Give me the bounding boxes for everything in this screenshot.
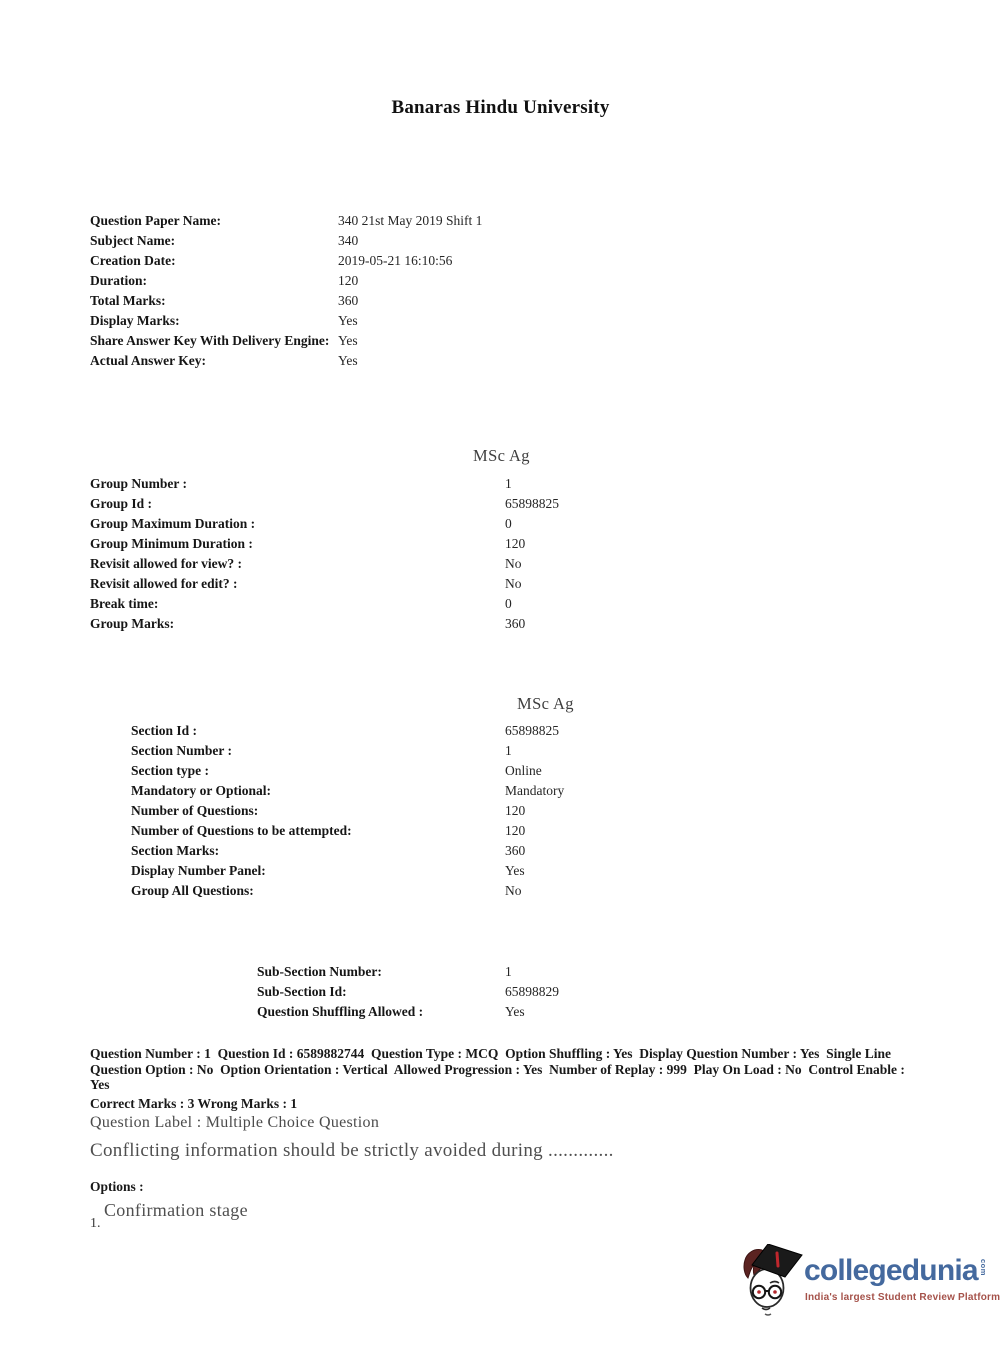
info-row (90, 311, 655, 331)
collegedunia-mascot-icon (740, 1244, 804, 1316)
info-label: Question Shuffling Allowed : (257, 1004, 424, 1019)
info-label: Section Marks: (131, 843, 220, 858)
info-label: Creation Date: (90, 253, 176, 268)
info-label: Share Answer Key With Delivery Engine: (90, 333, 330, 348)
question-label: Question Label : Multiple Choice Question (90, 1114, 380, 1131)
paper-info-block (90, 211, 655, 371)
info-row (90, 594, 710, 614)
section-heading: MSc Ag (517, 694, 574, 713)
option-text: Confirmation stage (104, 1200, 248, 1220)
info-label: Sub-Section Number: (257, 964, 382, 979)
info-label: Section Id : (131, 723, 198, 738)
collegedunia-tagline: India's largest Student Review Platform (805, 1292, 1001, 1303)
info-label: Question Paper Name: (90, 213, 221, 228)
info-value: Yes (338, 353, 358, 368)
info-label: Sub-Section Id: (257, 984, 347, 999)
info-label: Duration: (90, 273, 147, 288)
group-info-block (90, 474, 710, 634)
info-value: Online (505, 763, 542, 778)
info-row (90, 211, 655, 231)
info-value: 65898825 (505, 723, 559, 738)
info-value: 120 (338, 273, 359, 288)
question-metadata: Question Number : 1 Question Id : 6589882744 Question Type : MCQ Option Shuffling : Yes Display Question Number : Yes Single Line Question Option : No Option Orientation : Vertical Allowed Progression : Yes Number of Replay : 999 Play On Load : No Control Enable : Yes (90, 1046, 908, 1092)
page-title: Banaras Hindu University (391, 97, 610, 118)
info-row (131, 761, 711, 781)
info-value: Yes (505, 863, 525, 878)
info-label: Break time: (90, 596, 159, 611)
info-row (90, 554, 710, 574)
info-label: Display Marks: (90, 313, 180, 328)
info-label: Section type : (131, 763, 209, 778)
info-row (90, 231, 655, 251)
info-row (90, 534, 710, 554)
info-row (131, 801, 711, 821)
collegedunia-wordmark: collegedunia (804, 1254, 978, 1287)
info-label: Section Number : (131, 743, 232, 758)
info-row (90, 271, 655, 291)
info-value: No (505, 883, 522, 898)
info-value: No (505, 556, 522, 571)
info-label: Actual Answer Key: (90, 353, 206, 368)
options-heading: Options : (90, 1179, 144, 1194)
info-value: 340 (338, 233, 359, 248)
info-row (90, 494, 710, 514)
option-number: 1. (90, 1216, 101, 1231)
group-heading: MSc Ag (473, 446, 530, 465)
info-row (131, 741, 711, 761)
info-label: Total Marks: (90, 293, 166, 308)
info-label: Group Number : (90, 476, 188, 491)
info-value: 120 (505, 823, 526, 838)
info-value: 1 (505, 476, 512, 491)
question-text: Conflicting information should be strictly avoided during ............. (90, 1140, 614, 1161)
info-row (90, 614, 710, 634)
info-row (90, 514, 710, 534)
info-label: Number of Questions: (131, 803, 259, 818)
info-value: 360 (505, 616, 526, 631)
info-label: Subject Name: (90, 233, 176, 248)
info-row (90, 351, 655, 371)
info-value: Mandatory (505, 783, 565, 798)
info-value: 65898829 (505, 984, 559, 999)
info-row (90, 251, 655, 271)
info-label: Group Marks: (90, 616, 175, 631)
info-label: Group Minimum Duration : (90, 536, 253, 551)
info-value: Yes (338, 313, 358, 328)
info-label: Revisit allowed for view? : (90, 556, 242, 571)
info-value: Yes (505, 1004, 525, 1019)
info-value: 340 21st May 2019 Shift 1 (338, 213, 483, 228)
info-value: 120 (505, 803, 526, 818)
info-row (131, 841, 711, 861)
info-row (257, 1002, 707, 1022)
question-marks: Correct Marks : 3 Wrong Marks : 1 (90, 1096, 298, 1111)
info-value: 120 (505, 536, 526, 551)
info-row (131, 821, 711, 841)
info-value: 360 (338, 293, 359, 308)
info-row (257, 962, 707, 982)
info-label: Group Id : (90, 496, 153, 511)
info-row (257, 982, 707, 1002)
info-value: 65898825 (505, 496, 559, 511)
info-row (131, 721, 711, 741)
info-row (90, 291, 655, 311)
info-value: 1 (505, 964, 512, 979)
info-label: Number of Questions to be attempted: (131, 823, 352, 838)
collegedunia-logo[interactable] (740, 1244, 1001, 1320)
info-row (131, 861, 711, 881)
info-label: Group Maximum Duration : (90, 516, 256, 531)
info-value: 2019-05-21 16:10:56 (338, 253, 453, 268)
info-label: Group All Questions: (131, 883, 254, 898)
section-info-block (131, 721, 711, 901)
info-label: Display Number Panel: (131, 863, 266, 878)
info-value: 360 (505, 843, 526, 858)
info-value: 0 (505, 516, 512, 531)
info-row (131, 881, 711, 901)
info-label: Mandatory or Optional: (131, 783, 272, 798)
info-value: 0 (505, 596, 512, 611)
info-value: No (505, 576, 522, 591)
info-row (90, 331, 655, 351)
info-row (131, 781, 711, 801)
subsection-info-block (257, 962, 707, 1022)
info-label: Revisit allowed for edit? : (90, 576, 238, 591)
collegedunia-tld: com (978, 1259, 988, 1276)
info-value: Yes (338, 333, 358, 348)
info-value: 1 (505, 743, 512, 758)
info-row (90, 474, 710, 494)
info-row (90, 574, 710, 594)
